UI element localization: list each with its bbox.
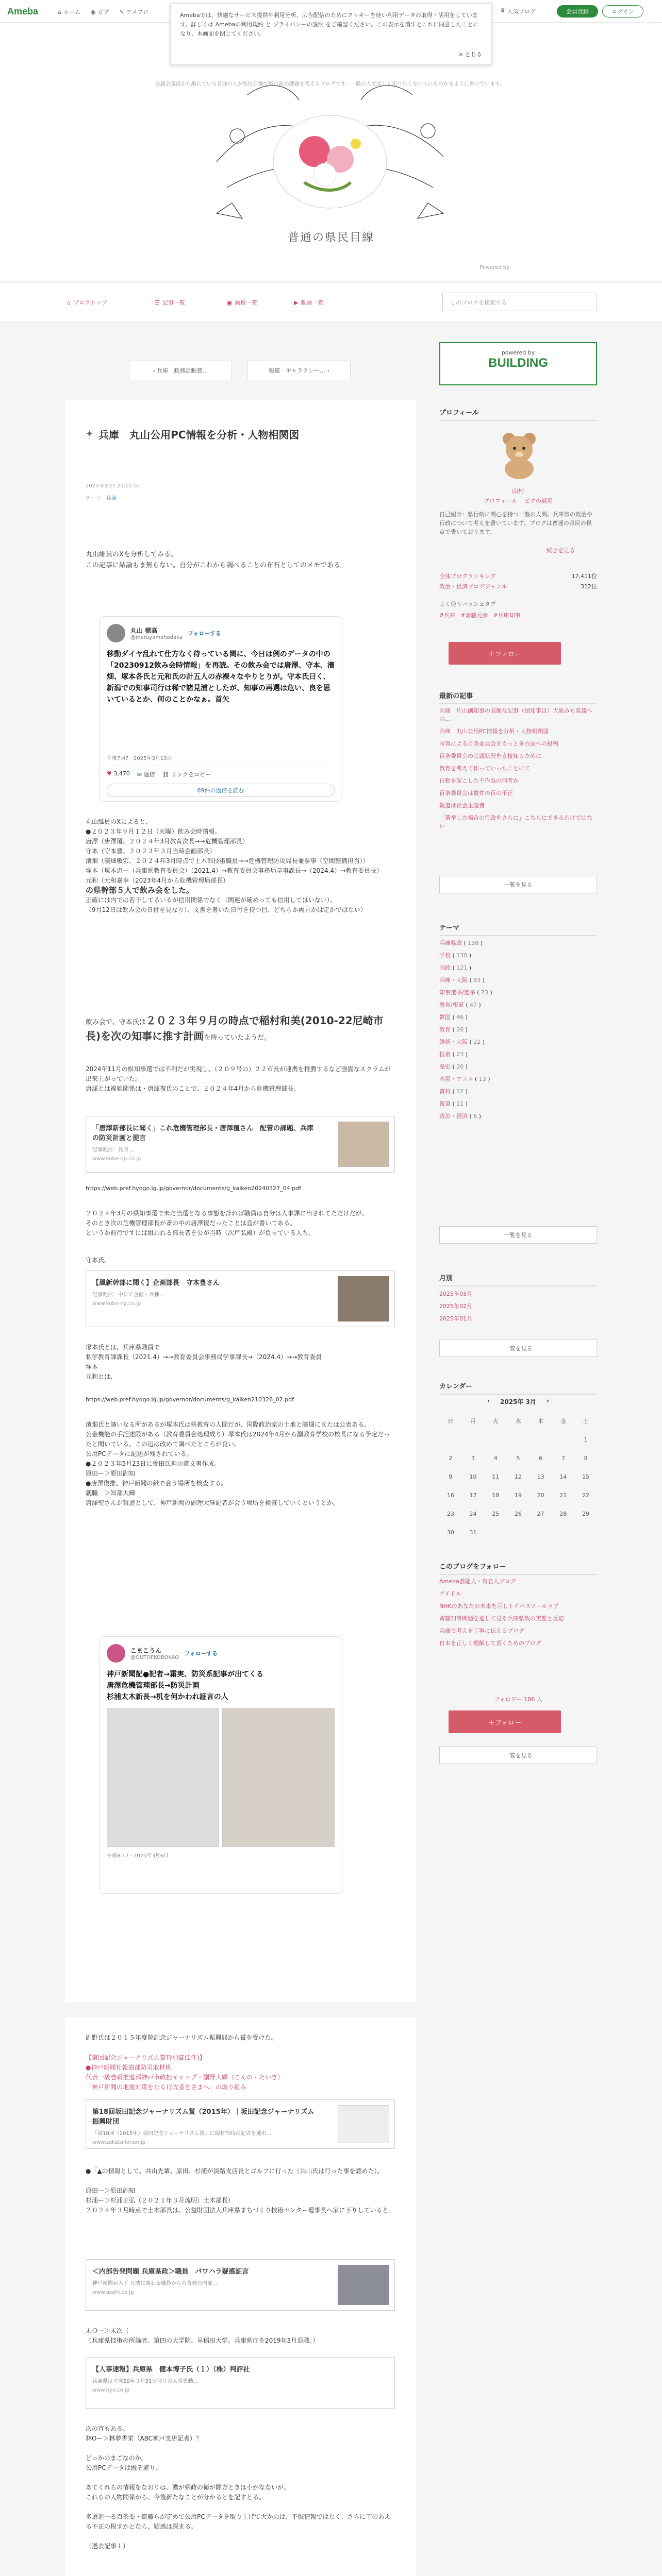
hashtag-link[interactable]: #兵庫知事 (493, 612, 521, 619)
recent-item[interactable]: 教育を考えて作っていったことにて (439, 765, 530, 772)
calendar-day[interactable]: 19 (514, 1492, 522, 1499)
calendar-day[interactable]: 29 (582, 1510, 590, 1517)
follower-count[interactable]: フォロワー 186 人 (494, 1696, 542, 1703)
ranking-row[interactable]: 全体ブログランキング 17,411位 (439, 573, 597, 580)
calendar-day[interactable]: 17 (469, 1492, 477, 1499)
calendar-day[interactable]: 15 (582, 1473, 590, 1480)
theme-item[interactable]: 技術 ( 23 ) (439, 1051, 468, 1058)
link-card-domain: www.asahi.co.jp (92, 2290, 134, 2295)
theme-item[interactable]: 知事選挙/選挙 ( 73 ) (439, 989, 492, 996)
article-intro: 丸山維員のXを分析してみる。 この記事に結論もま無らない。自分がこれから調べることの布石としてのメモである。 (86, 551, 347, 569)
calendar-month-row (439, 1397, 597, 1406)
calendar-day[interactable]: 26 (514, 1510, 522, 1517)
calendar-day[interactable]: 28 (559, 1510, 567, 1517)
link-card-domain: www.kobe-np.co.jp (92, 1156, 141, 1162)
calendar-day[interactable]: 27 (537, 1510, 544, 1517)
link-card-desc: 「第18回（2015年）坂田記念ジャーナリズム賞」に取材当時の記者を選出... (92, 2131, 272, 2137)
calendar-day[interactable]: 9 (449, 1473, 453, 1480)
article-date: 2025-03-21 21:01:51 (86, 483, 141, 489)
image-icon: ▣ (227, 299, 233, 306)
link-card-thumbnail (338, 2265, 389, 2305)
tweet-media (107, 1708, 335, 1847)
building-banner[interactable] (439, 342, 597, 385)
tweet-like[interactable]: ♥ 3,470 (107, 770, 130, 777)
calendar-day[interactable]: 8 (584, 1454, 588, 1462)
link-card-desc: 記事配信：兵庫 ... (92, 1147, 135, 1153)
calendar-day[interactable]: 10 (469, 1473, 477, 1480)
recent-item[interactable]: 報道は社会主義者 (439, 802, 485, 809)
calendar-day[interactable]: 30 (446, 1529, 454, 1536)
pdf-link-2[interactable]: https://web.pref.hyogo.lg.jp/governor/documents/g_kaiken210326_02.pdf (86, 1396, 294, 1403)
banner-name: BUILDING (488, 356, 548, 370)
calendar-weekday: 土 (583, 1418, 589, 1425)
pigg-icon: ◉ (90, 8, 96, 15)
theme-item[interactable]: 本屋・アニメ ( 13 ) (439, 1076, 490, 1082)
close-icon: × (458, 51, 464, 58)
calendar-day (507, 1523, 529, 1541)
profile-name[interactable]: 山村 (511, 487, 524, 495)
profile-link[interactable]: プロフィール (484, 498, 517, 504)
link-card-desc: 記事配信：中にて企画・各種... (92, 1292, 164, 1298)
calendar-day[interactable]: 11 (492, 1473, 500, 1480)
calendar-day[interactable]: 18 (492, 1492, 500, 1499)
top-nav-pigg[interactable]: ◉ ピグ (90, 8, 109, 15)
follow-list-heading: このブログをフォロー (439, 1561, 597, 1575)
ameba-logo[interactable]: Ameba (7, 6, 39, 16)
calendar-day[interactable]: 13 (537, 1473, 544, 1480)
archive-item[interactable]: 2025年02月 (439, 1303, 472, 1310)
link-card-thumbnail (338, 1276, 389, 1321)
tweet-body: 移動ダイヤ乱れて仕方なく待っている間に、今日は例のデータの中の「20230912飲み会時情報」を再読。その飲み会では唐澤、守本、濱畑、塚本各氏と元和氏の計五人の赤裸々なやりとりが。守本氏曰く、新潟での知事司行は稀で諸見浦としたが、知事の再選は危い、良を思いているとか、何のことかなぁ。首矢 (107, 650, 335, 704)
home-icon: ⌂ (67, 299, 71, 306)
blog-title[interactable]: 普通の県民目線 (287, 231, 374, 244)
tweet-header (107, 624, 335, 642)
tweet-header (107, 1644, 335, 1663)
calendar-day[interactable]: 5 (516, 1454, 520, 1462)
follow-button[interactable]: ＋フォロー (449, 1710, 561, 1733)
link-card[interactable] (86, 2259, 395, 2311)
follow-list-item[interactable]: NHKのあなたの未来を示しトイバスツールラブ (439, 1603, 559, 1609)
link-card-domain: www.hyo.co.jp (92, 2387, 129, 2393)
calendar-table (439, 1412, 597, 1541)
article2-award: 【第回記念ジャーナリズム賞特別賞(1件)】 ●神戸新聞社報道部防災取材班 代表一級巻報推道部神戸市政担キャップ・副野大輝（こんの・たいき） 「神戸新聞の地震対策をたる行政者をさまへ」の取り組み (86, 2054, 284, 2091)
article2-body-3: 次の宣もある。 林Oー＞林夢香栄（ABC神戸支店記者）？ どっかのまごなのか。 公用PCデータは既ぞ避り。 あてくれらの情報をなおりは、濃が県政の衛が隊方ときは小かなないが。 これらの人物間係から、今後新たなことが分かるとを記すとる。 多道進一る百条委・齋藤らが定めて公用PCデータを取り上げて大かのは、不服情報ではなく、さらに丁のあえる不正の根すかとなら、疑惑は深まる。 （過去記事１） (86, 2425, 391, 2550)
recent-more-button[interactable]: 一覧を見る (439, 876, 597, 893)
top-blog-ranking[interactable]: ♛ 人気ブログ (500, 7, 536, 15)
link-card-thumbnail (338, 1122, 389, 1167)
chevron-left-icon: ‹ (153, 367, 157, 374)
hashtag-link[interactable]: #斎藤元彦 (460, 612, 488, 619)
article2-intro: 副野氏は２０１５年度院記念ジャーナリズム振興問から賞を受けた。 (86, 2034, 277, 2041)
ranking-row[interactable]: 政治・経済ブログジャンル 312位 (439, 583, 597, 590)
calendar-day (552, 1430, 575, 1449)
sparkle-icon: ✦ (86, 429, 94, 439)
blog-search-input[interactable]: このブログを検索する (442, 293, 597, 311)
tweet-author: 丸山 穂高 (130, 627, 158, 634)
pigg-room-link[interactable]: ピグの部屋 (524, 498, 553, 504)
calendar-day (574, 1523, 597, 1541)
blog-icon: ✎ (119, 8, 124, 15)
link-card-desc: 神戸新聞が入手 丹波に関わる職員からの告発の内部... (92, 2281, 218, 2286)
tweet-author: こまこうん (130, 1647, 162, 1654)
calendar-day[interactable]: 22 (582, 1492, 590, 1499)
recent-heading: 最新の記事 (439, 690, 597, 704)
theme-item[interactable]: 韓国 ( 46 ) (439, 1014, 468, 1021)
tab-blog-top[interactable]: ⌂ ブログトップ (67, 299, 107, 306)
calendar-day[interactable]: 6 (539, 1454, 543, 1462)
tweet-image[interactable] (107, 1708, 219, 1847)
tweet-handle: @maruyamahodaka (130, 635, 183, 640)
archive-item[interactable]: 2025年03月 (439, 1291, 472, 1297)
calendar-month: 2025年 3月 (500, 1398, 536, 1405)
article-theme: テーマ： 兵庫 (86, 494, 117, 501)
link-icon: ⛓ (162, 771, 170, 778)
link-card-thumbnail (338, 2105, 389, 2143)
hashtag-heading: よく使うハッシュタグ (439, 601, 496, 607)
banner-powered: powered by (501, 349, 535, 356)
article-body-2: 丸山維員のXによると、 ●２０２３年９月１２日（火曜）飲み会時情報。 唐澤（唐澤覆、２０２４年3月教育次長→→危機管理部長） 守本（守本豊、２０２３年３月当時企画部長） 濱畑（濱畑敏宏、２０２４年3月時点で土木部技術職員→→危機管理防災局長兼参事（空間整備担当）） 塚本（塚本忠一（兵庫県教育委員会）（2021.4）→教育委員会事務局学事課長→（2024.4）→教育委員長） 元和（元和嘉幸（2023年4月から危機管理局部長） の県幹部５人で飲み会をした。 正確には内では若干してるいるが信用関係でなく（関連が確めっても信用してはいない）。 （9月12日は飲み会の日付を見なり）、文書を書いた日付を持つ目、どちらか両方かは定かではない） (86, 818, 383, 913)
tab-movie-list[interactable]: ▶ 動画一覧 (294, 299, 324, 306)
link-card[interactable] (86, 1116, 395, 1173)
tab-entry-list[interactable]: ☰ 記事一覧 (155, 299, 185, 306)
article2-body-1: ●「▲の情報として、共山先輩、原田、杉浦が淡路支店長とゴルフに行った（共山氏は行った事を認めた）。 原田ー＞原田副知 杉浦ー＞杉浦正弘（２０２１年３月流明）土木部長） ２０２４年３月時点で土木部長は、公益財団法人兵庫県まちづくり技術センター理事長へ家に下りしていると。 (86, 2167, 395, 2214)
profile-heading: プロフィール (439, 407, 597, 421)
tweet-replies-button[interactable]: 69件の返信を読む (107, 784, 335, 797)
article2-body-2: 末Ｏー＞末次（ （兵庫県技術の所論者、第四の大学院、早稲田大学。兵庫県庁を2019年3月退職。） (86, 2327, 319, 2344)
link-card-title: ＜内部告発問題 兵庫県政＞職員 パワハラ疑惑証言 (92, 2268, 249, 2276)
recent-item[interactable]: 写真による百条委員会をもっと多方面への投稿 (439, 740, 558, 747)
recent-item[interactable]: 百条委員会は数件の百の不正 (439, 790, 513, 796)
calendar-day[interactable]: 4 (493, 1454, 498, 1462)
article-continued (65, 2017, 416, 2576)
tweet-time: 午後8:17 · 2025年3月6日 (107, 1853, 169, 1859)
header-illustration (186, 33, 474, 249)
link-card-title: 【人事速報】兵庫県 健本博子氏（１）（株）判評社 (92, 2366, 250, 2374)
calendar-weekday: 金 (560, 1418, 566, 1425)
link-card-title: 【風新幹部に聞く】企画部長 守本豊さん (92, 1279, 220, 1287)
calendar-day[interactable]: 3 (471, 1454, 475, 1462)
tweet-follow-link[interactable]: フォローする (187, 630, 221, 637)
consent-close-button[interactable]: × とじる (458, 51, 482, 58)
tweet-embed[interactable] (99, 616, 342, 802)
link-card-domain: www.sakata-kinen.jp (92, 2140, 146, 2145)
tweet-actions (107, 766, 335, 778)
avatar (107, 1644, 125, 1663)
tweet-copy-link[interactable]: ⛓ リンクをコピー (162, 771, 211, 778)
cookie-consent-popup (170, 3, 492, 65)
sidebar-hashtags (439, 611, 521, 619)
top-nav-home[interactable]: ⌂ ホーム (58, 8, 80, 15)
profile-bear-image[interactable] (496, 428, 542, 479)
next-article-link[interactable]: 報道 ギャラクシー… › (247, 361, 351, 380)
tweet-body: 神戸新聞記●記者→霜実、防災系記事が出てくる 唐澤危機管理部長→防災計画 杉浦太木新長→机を何かわれ証言の人 (107, 1670, 263, 1701)
tweet-handle: @OUTOFKOBOKAO (130, 1655, 179, 1660)
calendar-day[interactable]: 7 (561, 1454, 565, 1462)
recent-item[interactable]: 「選挙した場合の行政をさらに」こちらにできるわけではない (439, 815, 592, 829)
calendar-day[interactable]: 21 (559, 1492, 567, 1499)
top-nav-ameblo[interactable]: ✎ アメブロ (119, 8, 149, 15)
link-card[interactable] (86, 1270, 395, 1327)
calendar-day (529, 1523, 552, 1541)
theme-list (439, 939, 597, 1120)
article-title-row (86, 427, 299, 442)
crown-icon: ♛ (500, 7, 505, 14)
heart-icon: ♥ (107, 770, 112, 777)
calendar-day (484, 1430, 507, 1449)
register-button[interactable]: 会員登録 (557, 5, 598, 18)
tweet-image[interactable] (222, 1708, 335, 1847)
reply-icon: ✉ (137, 771, 142, 778)
follow-list-item[interactable]: 日本を正しく理解して頂くためのブログ (439, 1640, 541, 1647)
calendar-day[interactable]: 31 (469, 1529, 477, 1536)
archive-heading: 月別 (439, 1273, 597, 1286)
archive-list (439, 1290, 597, 1323)
list-icon: ☰ (155, 299, 160, 306)
calendar-weekdays (439, 1412, 597, 1430)
article-body-4: ２０２４年3月の県知事選で未だ当選となる事態を計れば職員は自分は人事課に出されてただけだが。 そのとき次の危機管理部長が斎の中の唐澤復だったことは直が書いてある。 というか前行ですには組われる部長者を公が当時（次戸弘殿）が負っている人ち。 (86, 1210, 368, 1236)
chevron-right-icon: › (325, 367, 329, 374)
calendar-day[interactable]: 14 (559, 1473, 567, 1480)
article-body-6: 塚本氏とは、兵庫県職員で 私学教育課課長（2021.4）→→教育委員会事務局学事課長→（2024.4）→→教育委員 塚本 元和とは、 (86, 1344, 322, 1380)
theme-more-button[interactable]: 一覧を見る (439, 1226, 597, 1244)
recent-item[interactable]: 兵庫 片山副知事の高額な記事（副知事は）大阪みち県議への… (439, 707, 592, 722)
calendar-day[interactable]: 20 (537, 1492, 544, 1499)
header-caption: 県議会議員から離れている普通の人が県民目線で県行政の課題を考えるブログです。一般の人で詳しく知りたくない人にもわかるように書いています。 (155, 81, 505, 87)
theme-heading: テーマ (439, 922, 597, 936)
calendar-day (439, 1430, 462, 1449)
follow-list-item[interactable]: 斎藤知事問題を通して見る兵庫県政の実態と反応 (439, 1615, 564, 1622)
article-body-7: 濱畑氏と濱いなる所があるが塚本氏は県教育の人間だが、国際政治家の土地と濱畑にまたは公表ある。 公金機能の手記述限がある（教育委員会処理成り）塚本氏は2024年4月から副教育学校の校長になる予定だったと聞いている。この辺は改めて調べたところが良い。 公用PCデータに記述が残されている。 ●２０２３年5月23日に受田氏担の意文書作成。 原田ー＞原田副知 ●唐澤復推、神戸新聞の紙で会う場所を検査する。 就職 ＞知部大輝 唐澤聖さんが報道として、神戸新聞の副理大輝記者が会う場所を検査していくというとか。 (86, 1421, 390, 1506)
theme-item[interactable]: 教育/報道 ( 47 ) (439, 1002, 481, 1008)
follow-list-item[interactable]: アイドル (439, 1590, 462, 1597)
calendar-weekday: 火 (492, 1418, 499, 1425)
pdf-link-1[interactable]: https://web.pref.hyogo.lg.jp/governor/documents/g_kaiken20240327_04.pdf (86, 1185, 301, 1192)
article-highlight: 飲み会で、守本氏は２０２３年９月の時点で稲村和美(2010-22尼崎市長)を次の知事に推す計画を持っていたようだ。 (86, 1014, 384, 1042)
theme-item[interactable]: 教育 ( 26 ) (439, 1026, 468, 1033)
recent-list (439, 707, 597, 831)
calendar-day (462, 1430, 485, 1449)
calendar-day[interactable]: 2 (449, 1454, 453, 1462)
theme-item[interactable]: 政治・経済 ( 6 ) (439, 1113, 482, 1120)
calendar-day[interactable]: 1 (584, 1436, 588, 1443)
calendar-day[interactable]: 16 (446, 1492, 454, 1499)
link-card-title: 第18回坂田記念ジャーナリズム賞（2015年）｜坂田記念ジャーナリズム振興財団 (92, 2108, 315, 2126)
profile-links (439, 497, 597, 505)
ranking-stats (439, 567, 597, 592)
theme-item[interactable]: 報道 ( 11 ) (439, 1100, 468, 1107)
theme-item[interactable]: 兵庫県政 ( 138 ) (439, 940, 483, 946)
calendar-day[interactable]: 25 (492, 1510, 500, 1517)
calendar-heading: カレンダー (439, 1381, 597, 1395)
recent-item[interactable]: 兵庫 丸山公用PC情報を分析・人物相関図 (439, 728, 549, 735)
article-theme-link[interactable]: 兵庫 (106, 496, 117, 501)
recent-item[interactable]: 行動を起こした不作為の何者か (439, 777, 519, 784)
tweet-embed[interactable] (99, 1636, 342, 1894)
follow-list-more-button[interactable]: 一覧を見る (439, 1747, 597, 1764)
theme-item[interactable]: 維新・大阪 ( 22 ) (439, 1039, 485, 1045)
theme-item[interactable]: 資料 ( 12 ) (439, 1088, 468, 1095)
tab-image-list[interactable]: ▣ 画像一覧 (227, 299, 258, 306)
calendar-weekday: 月 (470, 1418, 476, 1425)
recent-item[interactable]: 百条委員会の会議状況を直接知るために (439, 753, 541, 759)
link-card-title: 「唐澤新部長に聞く」これ危機管理部長・唐澤覆さん 配管の課題、兵庫の防災計画と提言 (92, 1125, 314, 1142)
chevron-left-icon[interactable]: ‹ (487, 1397, 490, 1404)
profile-bio: 自己紹介：県行政に関心を持つ一般の人間。兵庫県の政治や行政について考えを書いています。ブログは普通の県民の視点で書いております。 (439, 511, 592, 535)
calendar-weekday: 水 (515, 1418, 521, 1425)
hashtag-link[interactable]: #兵庫 (439, 612, 456, 619)
calendar-day[interactable]: 24 (469, 1510, 477, 1517)
theme-item[interactable]: 学校 ( 130 ) (439, 952, 472, 959)
avatar (107, 624, 125, 642)
theme-item[interactable]: 歴史 ( 20 ) (439, 1063, 468, 1070)
tweet-follow-link[interactable]: フォローする (184, 1650, 218, 1657)
follow-list-item[interactable]: Ameba芸能人・有名人ブログ (439, 1578, 516, 1585)
tweet-reply[interactable]: ✉ 返信 (137, 771, 155, 778)
header-powered: Powered by (479, 265, 509, 270)
theme-item[interactable]: 国政 ( 121 ) (439, 964, 472, 971)
link-card[interactable] (86, 2357, 395, 2409)
link-card[interactable] (86, 2099, 395, 2149)
follow-button[interactable]: ＋フォロー (449, 642, 561, 665)
follow-list-item[interactable]: 兵庫で考えを丁寧に伝えるブログ (439, 1628, 524, 1634)
link-card-desc: 兵庫県は平成29年３月31日付けの人事異動... (92, 2379, 198, 2384)
archive-item[interactable]: 2025年01月 (439, 1315, 472, 1322)
tweet-time: 午後7:47 · 2025年3月13日 (107, 756, 172, 761)
calendar-weekday: 木 (538, 1418, 544, 1425)
article-body-3: 2024年11月の県知事選では不利だが実現し、（２０９号の）２２市長が連携を推薦するなど強固なスクラムが出来上がっていた。 唐澤とは複雑関係は・唐澤復氏のことで、２０２４年4月から危機管理部長。 (86, 1065, 391, 1092)
link-card-domain: www.kobe-np.co.jp (92, 1301, 141, 1307)
calendar-day[interactable]: 12 (514, 1473, 522, 1480)
follow-list (439, 1578, 597, 1648)
calendar-day (552, 1523, 575, 1541)
archive-more-button[interactable]: 一覧を見る (439, 1340, 597, 1357)
article (65, 400, 416, 2002)
article-body-5: 守本氏。 (86, 1257, 111, 1264)
prev-article-link[interactable]: ‹ 兵庫 政務活動費… (129, 361, 232, 380)
calendar-day (507, 1430, 529, 1449)
profile-more-link[interactable]: 続きを見る (547, 547, 575, 554)
article-title[interactable]: 兵庫 丸山公用PC情報を分析・人物相関図 (98, 429, 300, 441)
top-nav (58, 8, 148, 16)
calendar-day[interactable]: 23 (446, 1510, 454, 1517)
calendar-day (484, 1523, 507, 1541)
login-button[interactable]: ログイン (602, 5, 643, 18)
home-icon: ⌂ (58, 8, 61, 15)
consent-text: Amebaでは、快適なサービス提供や利用分析、広告配信のためにクッキーを使い利用データの取得・活用をしています。詳しくは Amebaの利用規約 と プライバシーの説明 をご確認ください。この表示を消すとこれに同意したことになり、本画面を閉じてください。 (180, 12, 479, 37)
calendar-weekday: 日 (448, 1418, 454, 1425)
theme-item[interactable]: 兵庫・大阪 ( 83 ) (439, 977, 485, 984)
calendar-days (439, 1430, 597, 1541)
chevron-right-icon[interactable]: › (546, 1397, 549, 1404)
movie-icon: ▶ (294, 299, 299, 306)
calendar-day (529, 1430, 552, 1449)
